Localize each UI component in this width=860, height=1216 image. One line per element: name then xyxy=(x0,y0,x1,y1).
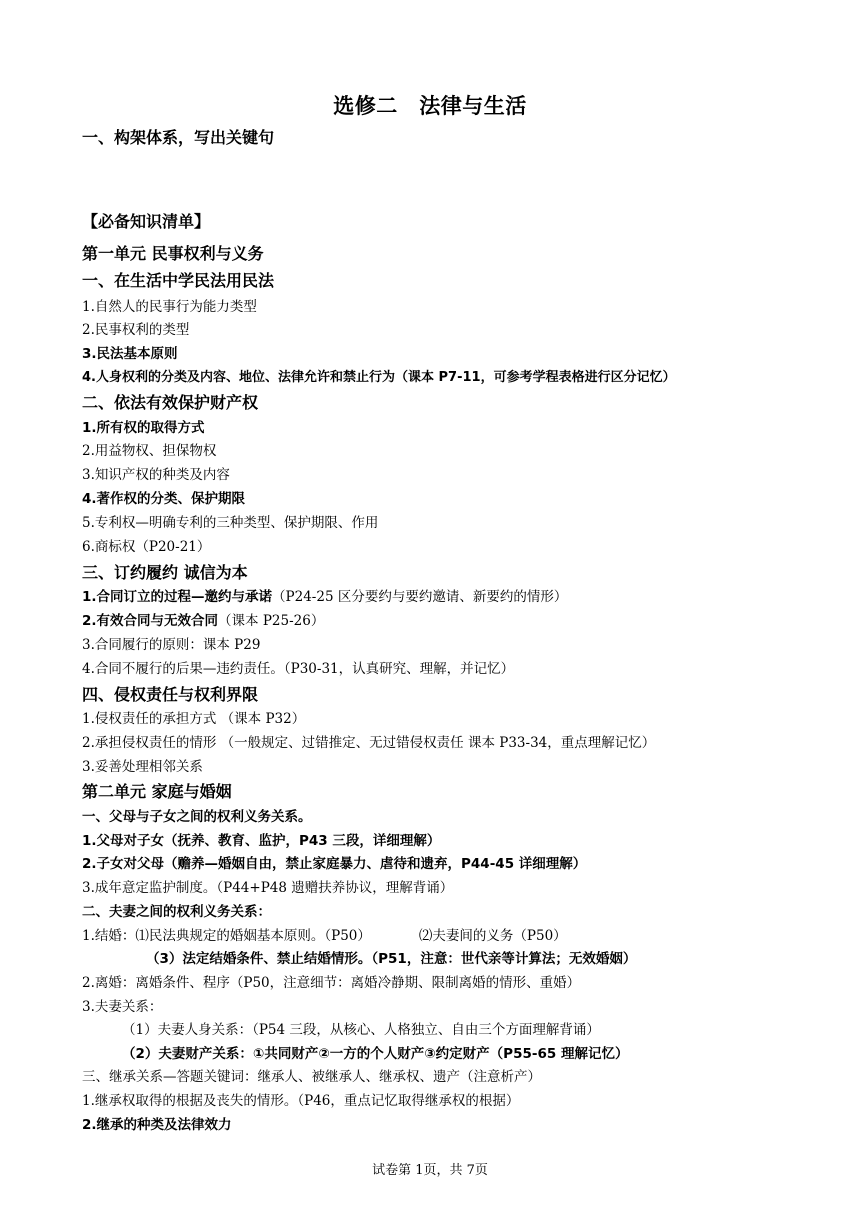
list-item: 1.自然人的民事行为能力类型 xyxy=(82,299,257,315)
list-item: 4.合同不履行的后果—违约责任。（P30-31，认真研究、理解，并记忆） xyxy=(82,661,515,677)
list-item-bold: 2.有效合同与无效合同 xyxy=(82,613,219,629)
list-item: 2.离婚：离婚条件、程序（P50，注意细节：离婚冷静期、限制离婚的情形、重婚） xyxy=(82,975,581,991)
page-footer: 试卷第 1页，共 7页 xyxy=(372,1163,488,1178)
list-item xyxy=(82,586,567,608)
list-item: 1.所有权的取得方式 xyxy=(82,420,205,436)
list-item-note: （课本 P25-26） xyxy=(218,613,325,629)
list-item: 2.继承的种类及法律效力 xyxy=(82,1117,232,1133)
list-item xyxy=(82,925,567,947)
section-heading: 一、构架体系，写出关键句 xyxy=(82,128,275,147)
list-item: 3.成年意定监护制度。（P44+P48 遗赠扶养协议，理解背诵） xyxy=(82,880,454,896)
list-item: 4.人身权利的分类及内容、地位、法律允许和禁止行为（课本 P7-11，可参考学程表格进行区分记忆） xyxy=(82,370,676,385)
subsection-heading: 二、依法有效保护财产权 xyxy=(82,393,259,412)
list-item: （3）法定结婚条件、禁止结婚情形。（P51，注意：世代亲等计算法；无效婚姻） xyxy=(146,951,637,967)
subsection-heading: 一、父母与子女之间的权利义务关系。 xyxy=(82,809,312,825)
list-item: 3.夫妻关系： xyxy=(82,999,163,1015)
list-item: 2.用益物权、担保物权 xyxy=(82,443,217,459)
list-item-note: （P24-25 区分要约与要约邀请、新要约的情形） xyxy=(272,589,568,605)
list-item-bold: 1.合同订立的过程—邀约与承诺 xyxy=(82,589,273,605)
list-item: 3.妥善处理相邻关系 xyxy=(82,759,203,775)
list-item: （1）夫妻人身关系：（P54 三段，从核心、人格独立、自由三个方面理解背诵） xyxy=(122,1022,600,1038)
list-item: 2.子女对父母（赡养—婚姻自由，禁止家庭暴力、虐待和遗弃，P44-45 详细理解） xyxy=(82,856,587,872)
list-item: 1.侵权责任的承担方式 （课本 P32） xyxy=(82,711,306,727)
list-item: 6.商标权（P20-21） xyxy=(82,539,211,555)
subsection-heading: 二、夫妻之间的权利义务关系： xyxy=(82,904,271,920)
checklist-label: 【必备知识清单】 xyxy=(82,212,211,231)
list-item: 3.合同履行的原则：课本 P29 xyxy=(82,637,261,653)
list-item xyxy=(82,610,324,632)
list-item: 3.民法基本原则 xyxy=(82,346,178,362)
list-item: 5.专利权—明确专利的三种类型、保护期限、作用 xyxy=(82,515,379,531)
list-item: 1.父母对子女（抚养、教育、监护，P43 三段，详细理解） xyxy=(82,833,441,849)
subsection-heading: 三、订约履约 诚信为本 xyxy=(82,563,248,582)
unit-heading: 第二单元 家庭与婚姻 xyxy=(82,782,232,801)
list-item-part: 1.结婚：⑴民法典规定的婚姻基本原则。（P50） xyxy=(82,928,371,944)
page-title: 选修二 法律与生活 xyxy=(333,94,527,118)
list-item: 1.继承权取得的根据及丧失的情形。（P46，重点记忆取得继承权的根据） xyxy=(82,1093,520,1109)
unit-heading: 第一单元 民事权利与义务 xyxy=(82,244,264,263)
list-item-part: ⑵夫妻间的义务（P50） xyxy=(418,928,567,944)
list-item: 4.著作权的分类、保护期限 xyxy=(82,491,246,507)
list-item: 2.承担侵权责任的情形 （一般规定、过错推定、无过错侵权责任 课本 P33-34，重点理解记忆） xyxy=(82,735,656,751)
list-item: 3.知识产权的种类及内容 xyxy=(82,467,230,483)
subsection-heading: 一、在生活中学民法用民法 xyxy=(82,271,275,290)
list-item: 2.民事权利的类型 xyxy=(82,322,190,338)
subsection-heading: 三、继承关系—答题关键词：继承人、被继承人、继承权、遗产（注意析产） xyxy=(82,1069,541,1085)
list-item: （2）夫妻财产关系：①共同财产②一方的个人财产③约定财产（P55-65 理解记忆） xyxy=(122,1046,629,1062)
subsection-heading: 四、侵权责任与权利界限 xyxy=(82,685,259,704)
